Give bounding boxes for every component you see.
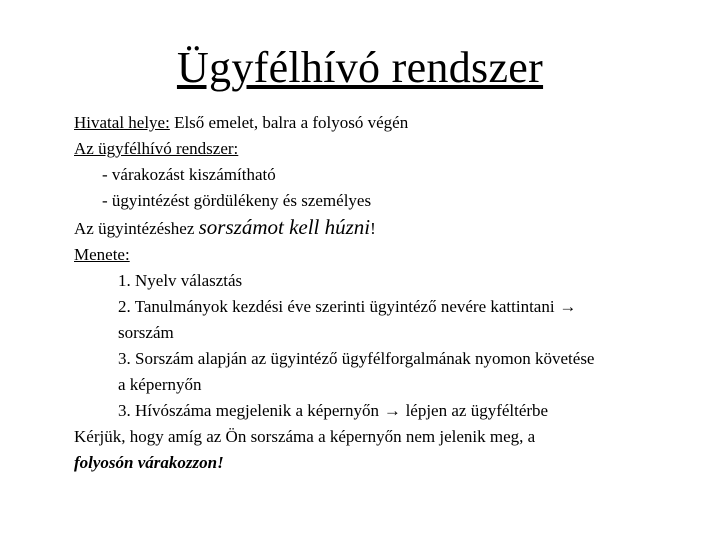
steps-label: Menete: (74, 245, 130, 264)
closing-line: Kérjük, hogy amíg az Ön sorszáma a képernyőn nem jelenik meg, a (74, 427, 536, 446)
steps-heading (74, 242, 704, 268)
step-4-text-b: lépjen az ügyféltérbe (405, 401, 549, 420)
step-1: 1. Nyelv választás (118, 271, 243, 290)
system-item-1: - várakozást kiszámítható (102, 165, 276, 184)
step-2-cont: sorszám (118, 323, 174, 342)
slide-body (74, 110, 704, 476)
step-2 (74, 294, 704, 320)
location-text: Első emelet, balra a folyosó végén (169, 113, 409, 132)
location-label: Hivatal helye: (74, 113, 170, 132)
step-2-text: 2. Tanulmányok kezdési éve szerinti ügyintéző nevére kattintani (118, 297, 555, 316)
step-4-text: 3. Hívószáma megjelenik a képernyőn (118, 401, 380, 420)
system-heading (74, 136, 704, 162)
step-4 (74, 398, 704, 424)
ticket-line (74, 214, 704, 242)
arrow-right-icon: → (559, 297, 577, 316)
step-3-cont: a képernyőn (118, 375, 202, 394)
ticket-emphasis: sorszámot kell húzni (198, 215, 371, 239)
system-item-2: - ügyintézést gördülékeny és személyes (102, 191, 372, 210)
location-line (74, 110, 704, 136)
closing-emphasis: folyosón várakozzon! (74, 453, 224, 472)
arrow-right-icon: → (383, 401, 401, 420)
ticket-post: ! (370, 219, 376, 238)
ticket-pre: Az ügyintézéshez (74, 219, 199, 238)
step-3: 3. Sorszám alapján az ügyintéző ügyfélforgalmának nyomon követése (118, 349, 595, 368)
page-title: Ügyfélhívó rendszer (176, 43, 544, 92)
closing-emphasis-line (74, 450, 704, 476)
system-label: Az ügyfélhívó rendszer: (74, 139, 239, 158)
